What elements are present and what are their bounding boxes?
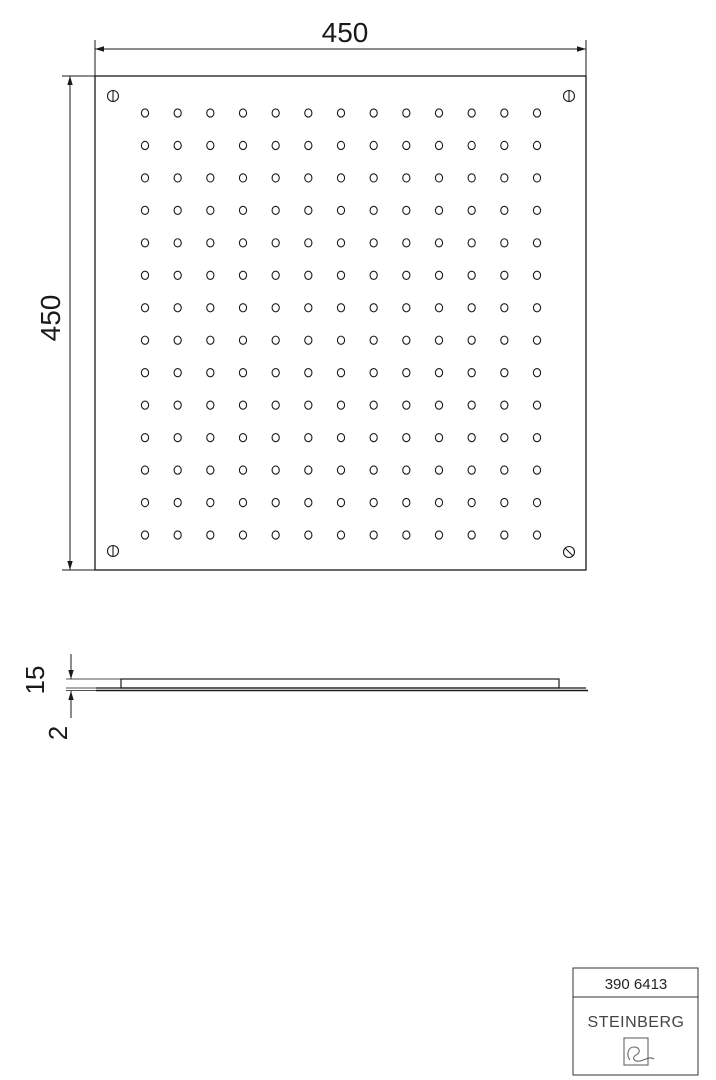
nozzle [305,466,312,474]
nozzle [207,434,214,442]
nozzle [468,271,475,279]
nozzle [272,531,279,539]
nozzle [403,271,410,279]
nozzle [501,109,508,117]
nozzle [272,336,279,344]
nozzle [305,531,312,539]
nozzle [370,531,377,539]
nozzle [239,141,246,149]
nozzle [337,174,344,182]
nozzle [141,206,148,214]
nozzle [370,206,377,214]
nozzle [337,466,344,474]
nozzle [272,401,279,409]
nozzle [370,304,377,312]
screw-icon [564,91,575,102]
nozzle [501,239,508,247]
nozzle [305,401,312,409]
nozzle [468,206,475,214]
nozzle [533,369,540,377]
nozzle [403,466,410,474]
nozzle [403,336,410,344]
nozzle [272,434,279,442]
nozzle [370,466,377,474]
nozzle [501,271,508,279]
nozzle [435,304,442,312]
nozzle [239,271,246,279]
nozzle [533,141,540,149]
nozzle [435,174,442,182]
nozzle [403,141,410,149]
nozzle [141,304,148,312]
nozzle [403,531,410,539]
screws [108,91,575,558]
article-number: 390 6413 [604,976,668,993]
nozzle [207,271,214,279]
width-label: 450 [321,17,369,48]
nozzle [305,336,312,344]
nozzle [305,304,312,312]
nozzle [272,466,279,474]
plate-outline [95,76,586,570]
nozzle [272,369,279,377]
nozzle [533,239,540,247]
nozzle [533,304,540,312]
nozzle [272,271,279,279]
base-label: 2 [43,725,73,741]
nozzle [305,434,312,442]
nozzle [305,109,312,117]
top-view [35,17,586,570]
side-view [20,654,588,740]
nozzle [207,141,214,149]
nozzle [174,109,181,117]
nozzle [337,206,344,214]
nozzle [337,531,344,539]
nozzle [501,174,508,182]
nozzle [468,141,475,149]
nozzle [533,401,540,409]
nozzle [468,498,475,506]
nozzle [403,174,410,182]
nozzle [403,401,410,409]
nozzle [272,498,279,506]
nozzle [435,401,442,409]
nozzle [468,109,475,117]
nozzle [501,531,508,539]
nozzle [141,434,148,442]
nozzle [239,174,246,182]
nozzle [468,531,475,539]
nozzle [239,466,246,474]
nozzle [272,304,279,312]
nozzle [305,141,312,149]
nozzle [239,239,246,247]
nozzle [435,434,442,442]
nozzle [501,369,508,377]
nozzle [174,369,181,377]
nozzle [174,206,181,214]
nozzle [337,434,344,442]
nozzle [174,304,181,312]
nozzle [337,304,344,312]
nozzle [305,271,312,279]
nozzle [141,466,148,474]
nozzle [337,369,344,377]
nozzle [239,498,246,506]
nozzle [239,401,246,409]
nozzle [533,434,540,442]
nozzle [239,531,246,539]
nozzle [174,531,181,539]
nozzle [207,109,214,117]
nozzle [305,369,312,377]
nozzle [141,239,148,247]
nozzle [174,239,181,247]
nozzle [370,239,377,247]
nozzle [207,531,214,539]
nozzle [141,336,148,344]
nozzle [141,109,148,117]
nozzle [141,174,148,182]
nozzle [533,174,540,182]
nozzle [337,109,344,117]
nozzle [533,206,540,214]
nozzle [337,239,344,247]
nozzle [435,498,442,506]
nozzle [141,401,148,409]
nozzle [174,466,181,474]
nozzle [272,109,279,117]
nozzle [403,498,410,506]
nozzle [533,498,540,506]
nozzle [305,239,312,247]
nozzle [239,369,246,377]
nozzle [370,174,377,182]
nozzle [501,401,508,409]
nozzle [337,141,344,149]
nozzle [174,336,181,344]
nozzle [501,498,508,506]
nozzle [501,141,508,149]
nozzle [533,271,540,279]
nozzle [239,206,246,214]
nozzle [501,336,508,344]
nozzle [239,434,246,442]
nozzle [174,434,181,442]
nozzle [435,531,442,539]
nozzle [435,271,442,279]
nozzle [174,401,181,409]
nozzle [501,434,508,442]
nozzle [370,434,377,442]
nozzle [141,531,148,539]
nozzle [370,401,377,409]
nozzle [207,336,214,344]
nozzle [239,336,246,344]
nozzle [468,174,475,182]
nozzle [533,466,540,474]
nozzle [435,141,442,149]
nozzle [337,401,344,409]
nozzle [370,141,377,149]
nozzle [272,206,279,214]
nozzle [370,369,377,377]
title-block [573,968,698,1075]
nozzle [141,271,148,279]
nozzle [435,206,442,214]
nozzle [207,401,214,409]
nozzle [370,271,377,279]
side-body [121,679,559,688]
nozzle-grid [141,109,540,539]
nozzle [337,336,344,344]
nozzle [468,434,475,442]
nozzle [403,369,410,377]
screw-icon [564,547,575,558]
nozzle [370,336,377,344]
nozzle [305,206,312,214]
nozzle [337,498,344,506]
nozzle [501,304,508,312]
nozzle [207,174,214,182]
nozzle [141,369,148,377]
nozzle [468,336,475,344]
nozzle [435,336,442,344]
nozzle [468,304,475,312]
screw-icon [108,91,119,102]
nozzle [533,109,540,117]
nozzle [272,239,279,247]
nozzle [239,304,246,312]
nozzle [207,206,214,214]
nozzle [468,401,475,409]
nozzle [403,434,410,442]
nozzle [174,498,181,506]
nozzle [533,531,540,539]
nozzle [468,239,475,247]
nozzle [207,466,214,474]
nozzle [239,109,246,117]
nozzle [403,239,410,247]
brand-logo-icon [624,1038,654,1065]
nozzle [305,498,312,506]
nozzle [370,109,377,117]
nozzle [403,206,410,214]
nozzle [403,304,410,312]
nozzle [435,369,442,377]
thickness-label: 15 [20,665,50,695]
nozzle [174,174,181,182]
nozzle [272,141,279,149]
nozzle [174,271,181,279]
nozzle [207,369,214,377]
nozzle [468,369,475,377]
nozzle [533,336,540,344]
height-label: 450 [35,294,66,342]
nozzle [305,174,312,182]
nozzle [207,239,214,247]
nozzle [207,304,214,312]
nozzle [370,498,377,506]
nozzle [207,498,214,506]
nozzle [141,498,148,506]
nozzle [174,141,181,149]
nozzle [468,466,475,474]
nozzle [501,466,508,474]
nozzle [403,109,410,117]
nozzle [435,109,442,117]
nozzle [435,466,442,474]
nozzle [272,174,279,182]
nozzle [141,141,148,149]
nozzle [337,271,344,279]
nozzle [501,206,508,214]
brand-name: STEINBERG [587,1014,685,1031]
screw-icon [108,546,119,557]
nozzle [435,239,442,247]
